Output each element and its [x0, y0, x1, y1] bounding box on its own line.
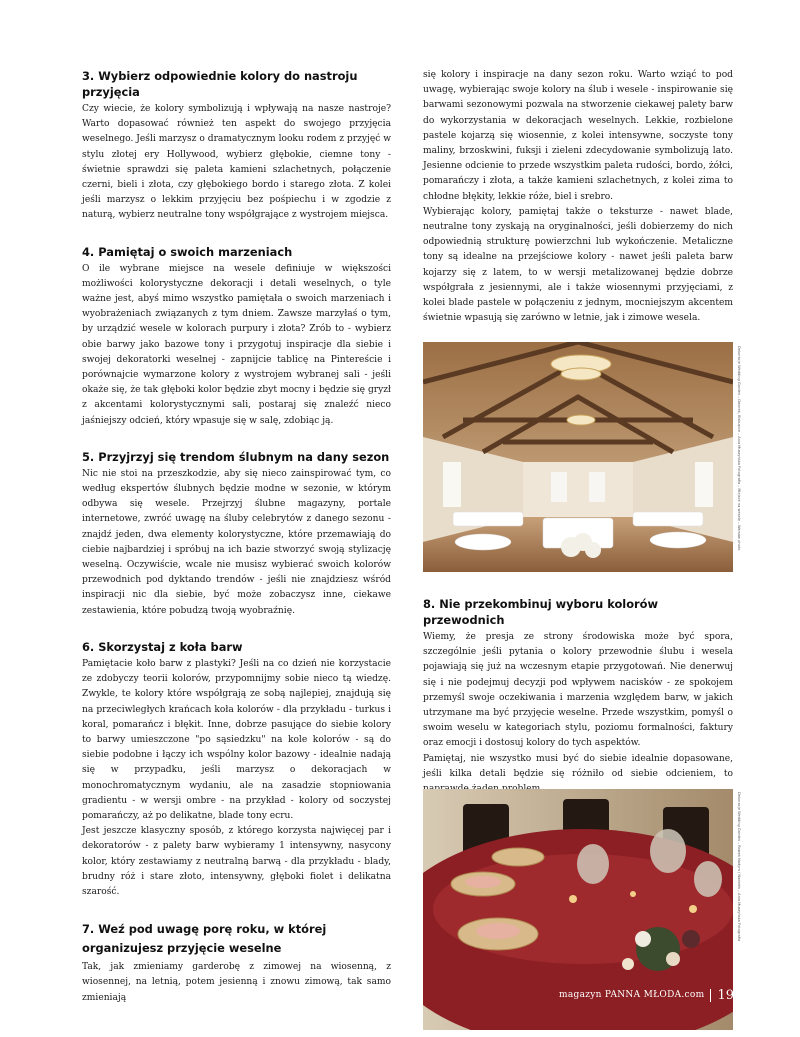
photo-2-credit: Dekoracje Wedding Garden – Rowek Nadym / Nadołek – Ania Muszyńska Fotografia — [737, 792, 741, 942]
footer-divider — [710, 989, 711, 1002]
wedding-hall-illustration — [423, 342, 733, 572]
left-column — [82, 68, 391, 1006]
section-8-heading: 8. Nie przekombinuj wyboru kolorów przewodnich — [423, 597, 658, 627]
section-7-continued: się kolory i inspiracje na dany sezon roku. Warto wziąć to pod uwagę, wybierając swoje kolory na ślub i wesele - inspirowanie się barwami sezonowymi pozwala na stworzenie ciekawej palety barw do wykorzystania w dekoracjach weselnych. Lekkie, rozbielone pastele kojarzą się wiosennie, z kolei intensywne, soczyste tony maliny, brzoskwini, fuksji i zieleni zdecydowanie symbolizują lato. Jesienne odcienie to przede wszystkim paleta rudości, bordo, żółci, pomarańczy i złota, a także kamieni szlachetnych, z kolei zima to chłodne błękity, lekkie róże, biel i srebro. — [423, 70, 733, 202]
section-8-body-1: Wiemy, że presja ze strony środowiska może być spora, szczególnie jeśli pytania o kolory przewodnie ślubu i wesela pojawiają się już na wczesnym etapie przygotowań. Nie denerwuj się i nie podejmuj decyzji pod wpływem nacisków - ze spokojem przemyśl swoje oczekiwania i marzenia względem barw, w jakich utrzymane ma być przyjęcie weselne. Przede wszystkim, pomyśl o swoim weselu w kategoriach stylu, poziomu formalności, faktury oraz emocji i dostosuj kolory do tych aspektów. — [423, 632, 733, 749]
magazine-name: magazyn PANNA MŁODA.com — [559, 990, 705, 1000]
right-column-lower — [423, 596, 733, 797]
section-3-body: Czy wiecie, że kolory symbolizują i wpływają na nasze nastroje? Warto dopasować również ten aspekt do swojego przyjęcia weselnego. Jeśli marzysz o dramatycznym looku rodem z przyjęć w stylu złotej ery Hollywood, wybierz głębokie, ciemne tony - świetnie sprawdzi się paleta kamieni szlachetnych, połączenie czerni, bieli i złota, czy głębokiego bordo i starego złota. Z kolei jeśli marzysz o lekkim przyjęciu bez pośpiechu i w zgodzie z naturą, wybierz neutralne tony współgrające z wystrojem miejsca. — [82, 104, 391, 221]
section-7-continued-2: Wybierając kolory, pamiętaj także o teksturze - nawet blade, neutralne tony zyskają na oryginalności, jeśli dobierzemy do nich odpowiednią strukturę powierzchni lub wykończenie. Metaliczne tony są idealne na przejściowe kolory - nawet jeśli paleta barw kojarzy się z latem, to w wersji metalizowanej będzie dobrze współgrała z jesiennymi, ale i także wiosennymi przyjęciami, z kolei blade pastele w połączeniu z jednym, mocniejszym akcentem świetnie wpasują się zarówno w letnie, jak i zimowe wesela. — [423, 206, 733, 324]
page-footer — [551, 987, 734, 1003]
section-3-heading: 3. Wybierz odpowiednie kolory do nastroju przyjęcia — [82, 69, 358, 99]
photo-1-credit: Dekoracje Wedding Garden – Dworek, Biskupice – Ania Muszyńska Fotografia – Miejsce na wesele – Warsaw photo — [737, 346, 741, 551]
section-5-body: Nic nie stoi na przeszkodzie, aby się nieco zainspirować tym, co według ekspertów ślubnych będzie modne w sezonie, w którym odbywa się wesele. Przejrzyj ślubne magazyny, portale internetowe, zwróć uwagę na śluby celebrytów z danego sezonu - znajdź jeden, dwa elementy kolorystyczne, które przemawiają do ciebie najbardziej i spróbuj na ich bazie stworzyć swoją stylizację weselną. Oczywiście, wcale nie musisz wybierać swoich kolorów przewodnich pod dyktando trendów - jeśli nie znajdziesz wśród inspiracji nic dla siebie, być może zobaczysz inne, ciekawe zestawienia, które pobudzą twoją wyobraźnię. — [82, 468, 391, 616]
section-7-body: Tak, jak zmieniamy garderobę z zimowej na wiosenną, z wiosennej, na letnią, potem jesienną i znowu zimową, tak samo zmieniają — [82, 962, 391, 1003]
section-6-heading: 6. Skorzystaj z koła barw — [82, 639, 243, 654]
section-4-heading: 4. Pamiętaj o swoich marzeniach — [82, 244, 293, 259]
wedding-hall-photo — [423, 342, 733, 572]
section-8-body-2: Pamiętaj, nie wszystko musi być do siebie idealnie dopasowane, jeśli kilka detali będzie się różniło od siebie odcieniem, to — [423, 753, 733, 779]
page-number: 19 — [717, 987, 734, 1003]
right-column — [423, 68, 733, 326]
section-7-heading: 7. Weź pod uwagę porę roku, w której organizujesz przyjęcie weselne — [82, 922, 327, 956]
section-4-body: O ile wybrane miejsce na wesele definiuje w większości możliwości kolorystyczne dekoracji i detali weselnych, o tyle ważne jest, abyś mimo wszystko pamiętała o swoich marzeniach i wyobrażeniach związanych z tym dniem. Zawsze marzyłaś o tym, by urządzić wesele w kolorach purpury i złota? Zrób to - wybierz obie barwy jako bazowe tony i przygotuj inspiracje dla siebie i swojej dekoratorki weselnej - zapnijcie tablicę na Pintereście i porównajcie wymarzone kolory z wystrojem wybranej sali - jeśli okaże się, że tak głęboki kolor będzie zbyt mocny i będzie się gryzł z akcentami kolorystycznymi sali, postaraj się znaleźć nieco jaśniejszy odcień, który wpasuje się w salę, zdobiąc ją. — [82, 263, 391, 426]
section-6-body-2: Jest jeszcze klasyczny sposób, z którego korzysta najwięcej par i dekoratorów - z palety barw wybieramy 1 intensywny, nasycony kolor, który zestawiamy z neutralną barwą - dla przykładu - blady, brudny róż i stare złoto, intensywny, głęboki fiolet i delikatna szarość. — [82, 826, 391, 897]
section-6-body-1: Pamiętacie koło barw z plastyki? Jeśli na co dzień nie korzystacie ze zdobyczy teorii kolorów, przypomnijmy sobie nieco tą wiedzę. Zwykle, te kolory które współgrają ze sobą najlepiej, znajdują się na przeciwległych krańcach koła kolorów - dla przykładu - turkus i koral, pomarańcz i błękit. Inne, dobrze pasujące do siebie kolory to barwy umieszczone "po sąsiedzku" na kole kolorów - są do siebie podobne i łączy ich wspólny kolor bazowy - idealnie nadają się w przypadku, jeśli marzysz o dekoracjach w monochromatycznym wydaniu, ale na zasadzie stopniowania gradientu - w wersji ombre - na przykład - kolory od soczystej pomarańczy, aż po delikatne, blade tony ecru. — [82, 658, 391, 821]
section-5-heading: 5. Przyjrzyj się trendom ślubnym na dany sezon — [82, 449, 390, 464]
